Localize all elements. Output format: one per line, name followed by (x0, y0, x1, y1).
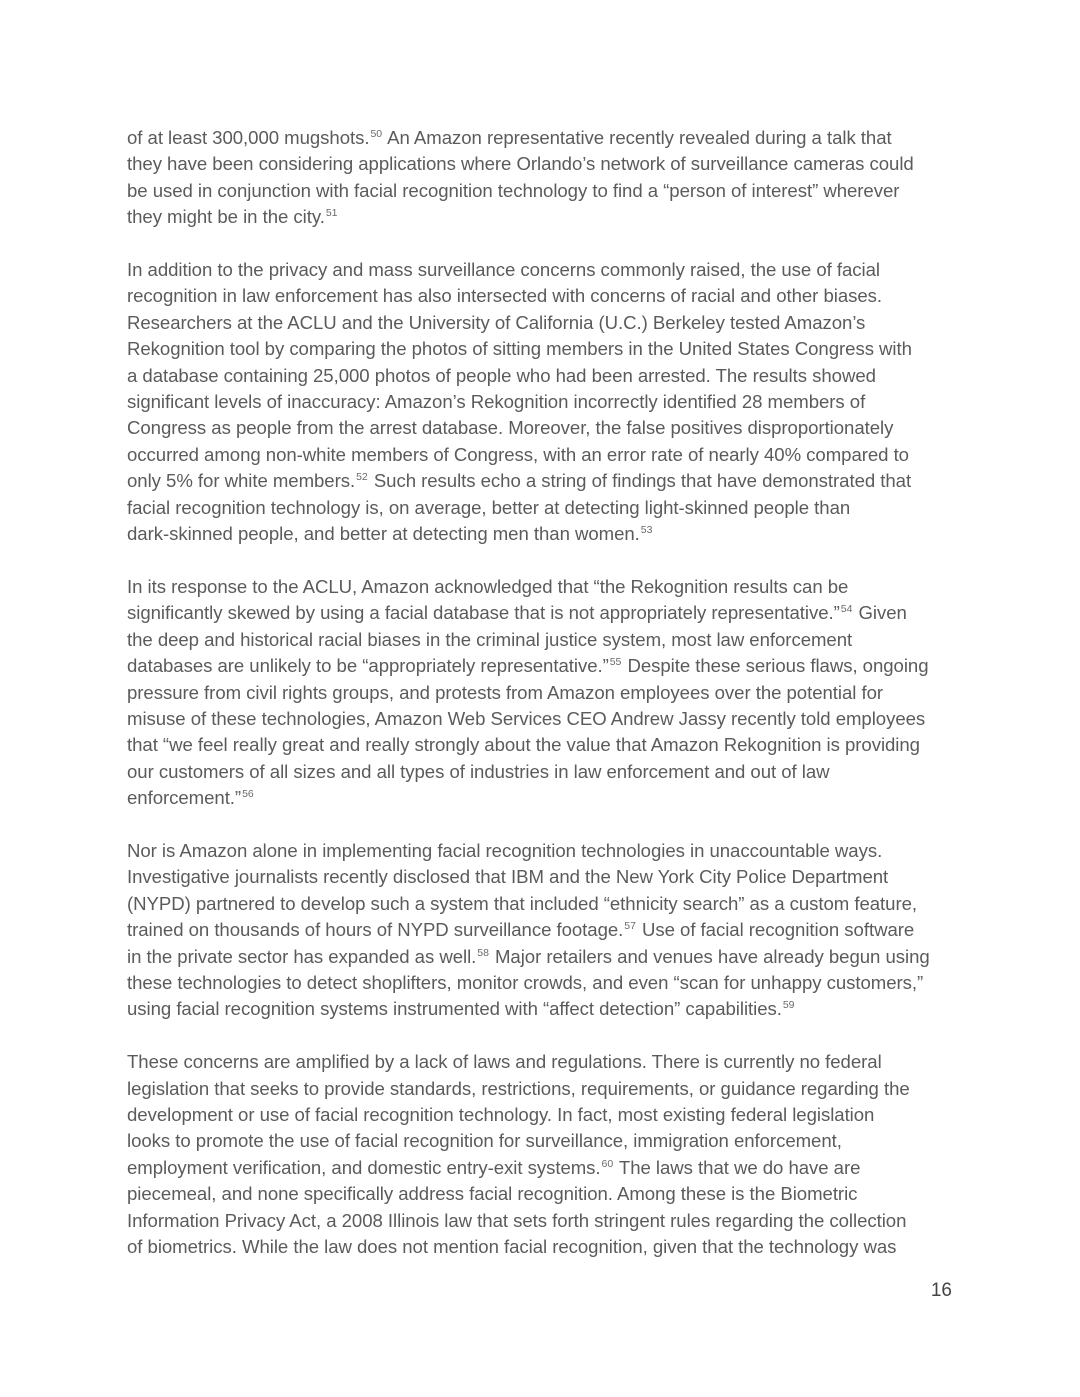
page-number: 16 (930, 1280, 952, 1301)
text-run: of at least 300,000 mugshots. (127, 127, 370, 148)
footnote-marker: 56 (242, 788, 254, 801)
body-text (127, 125, 953, 1260)
footnote-marker: 54 (840, 603, 853, 616)
paragraph (127, 257, 953, 547)
footnote-marker: 52 (356, 471, 368, 484)
text-run: In addition to the privacy and mass surveillance concerns commonly raised, the use of facial recognition in law enforcement has also intersected with concerns of racial and other biases. Researchers at the ACLU and the University of California (U.C.) Berkeley tested Amazon’s Rekognition tool by comparing the photos of sitting members in the United States Congress with a database containing 25,000 photos of people who had been arrested. The results showed significant levels of inaccuracy: Amazon’s Rekognition incorrectly identified 28 members of Congress as people from the arrest database. Moreover, the false positives disproportionately occurred among non-white members of Congress, with an error rate of nearly 40% compared to only 5% for white members. (127, 259, 912, 492)
paragraph (127, 838, 953, 1023)
text-run: Use of facial recognition software in the private sector has expanded as well. (127, 919, 915, 967)
footnote-marker: 57 (624, 920, 636, 933)
footnote-marker: 55 (609, 656, 622, 669)
footnote-marker: 60 (601, 1157, 614, 1170)
text-run: An Amazon representative recently revealed during a talk that they have been considering applications where Orlando’s network of surveillance cameras could be used in conjunction with facial recognition technology to find a “person of interest” wherever they might be in the city. (127, 127, 914, 228)
paragraph (127, 574, 953, 812)
paragraph (127, 125, 953, 231)
footnote-marker: 58 (477, 946, 489, 959)
text-run: Despite these serious flaws, ongoing pressure from civil rights groups, and protests from Amazon employees over the potential for misuse of these technologies, Amazon Web Services CEO Andrew Jassy recently told employees that “we feel really great and really strongly about the value that Amazon Rekognition is providing our customers of all sizes and all types of industries in law enforcement and out of law enforcement.” (127, 655, 929, 809)
text-run: These concerns are amplified by a lack of laws and regulations. There is currently no federal legislation that seeks to provide standards, restrictions, requirements, or guidance regarding the development or use of facial recognition technology. In fact, most existing federal legislation looks to promote the use of facial recognition for surveillance, immigration enforcement, employment verification, and domestic entry-exit systems. (127, 1051, 910, 1178)
footnote-marker: 50 (370, 128, 383, 140)
text-run: In its response to the ACLU, Amazon acknowledged that “the Rekognition results can be significantly skewed by using a facial database that is not appropriately representative.” (127, 575, 849, 624)
text-run: Major retailers and venues have already begun using these technologies to detect shoplifters, monitor crowds, and even “scan for unhappy customers,” using facial recognition systems instrumented with “affect detection” capabilities. (127, 945, 930, 1020)
text-run: Given the deep and historical racial biases in the criminal justice system, most law enforcement databases are unlikely to be “appropriately representative.” (127, 602, 907, 677)
footnote-marker: 51 (325, 207, 338, 220)
footnote-marker: 53 (640, 524, 653, 537)
text-run: Nor is Amazon alone in implementing facial recognition technologies in unaccountable ways. Investigative journalists recently disclosed that IBM and the New York City Police Department (NYPD) partnered to develop such a system that included “ethnicity search” as a custom feature, trained on thousands of hours of NYPD surveillance footage. (127, 839, 917, 941)
text-run: Such results echo a string of findings that have demonstrated that facial recognition technology is, on average, better at detecting light-skinned people than dark-skinned people, and better at detecting men than women. (127, 470, 912, 545)
footnote-marker: 59 (782, 999, 795, 1012)
paragraph (127, 1049, 953, 1260)
text-run: The laws that we do have are piecemeal, and none specifically address facial recognition. Among these is the Biometric Information Privacy Act, a 2008 Illinois law that sets forth stringent rules regarding the collection of biometrics. While the law does not mention facial recognition, given that the technology was (127, 1156, 907, 1257)
